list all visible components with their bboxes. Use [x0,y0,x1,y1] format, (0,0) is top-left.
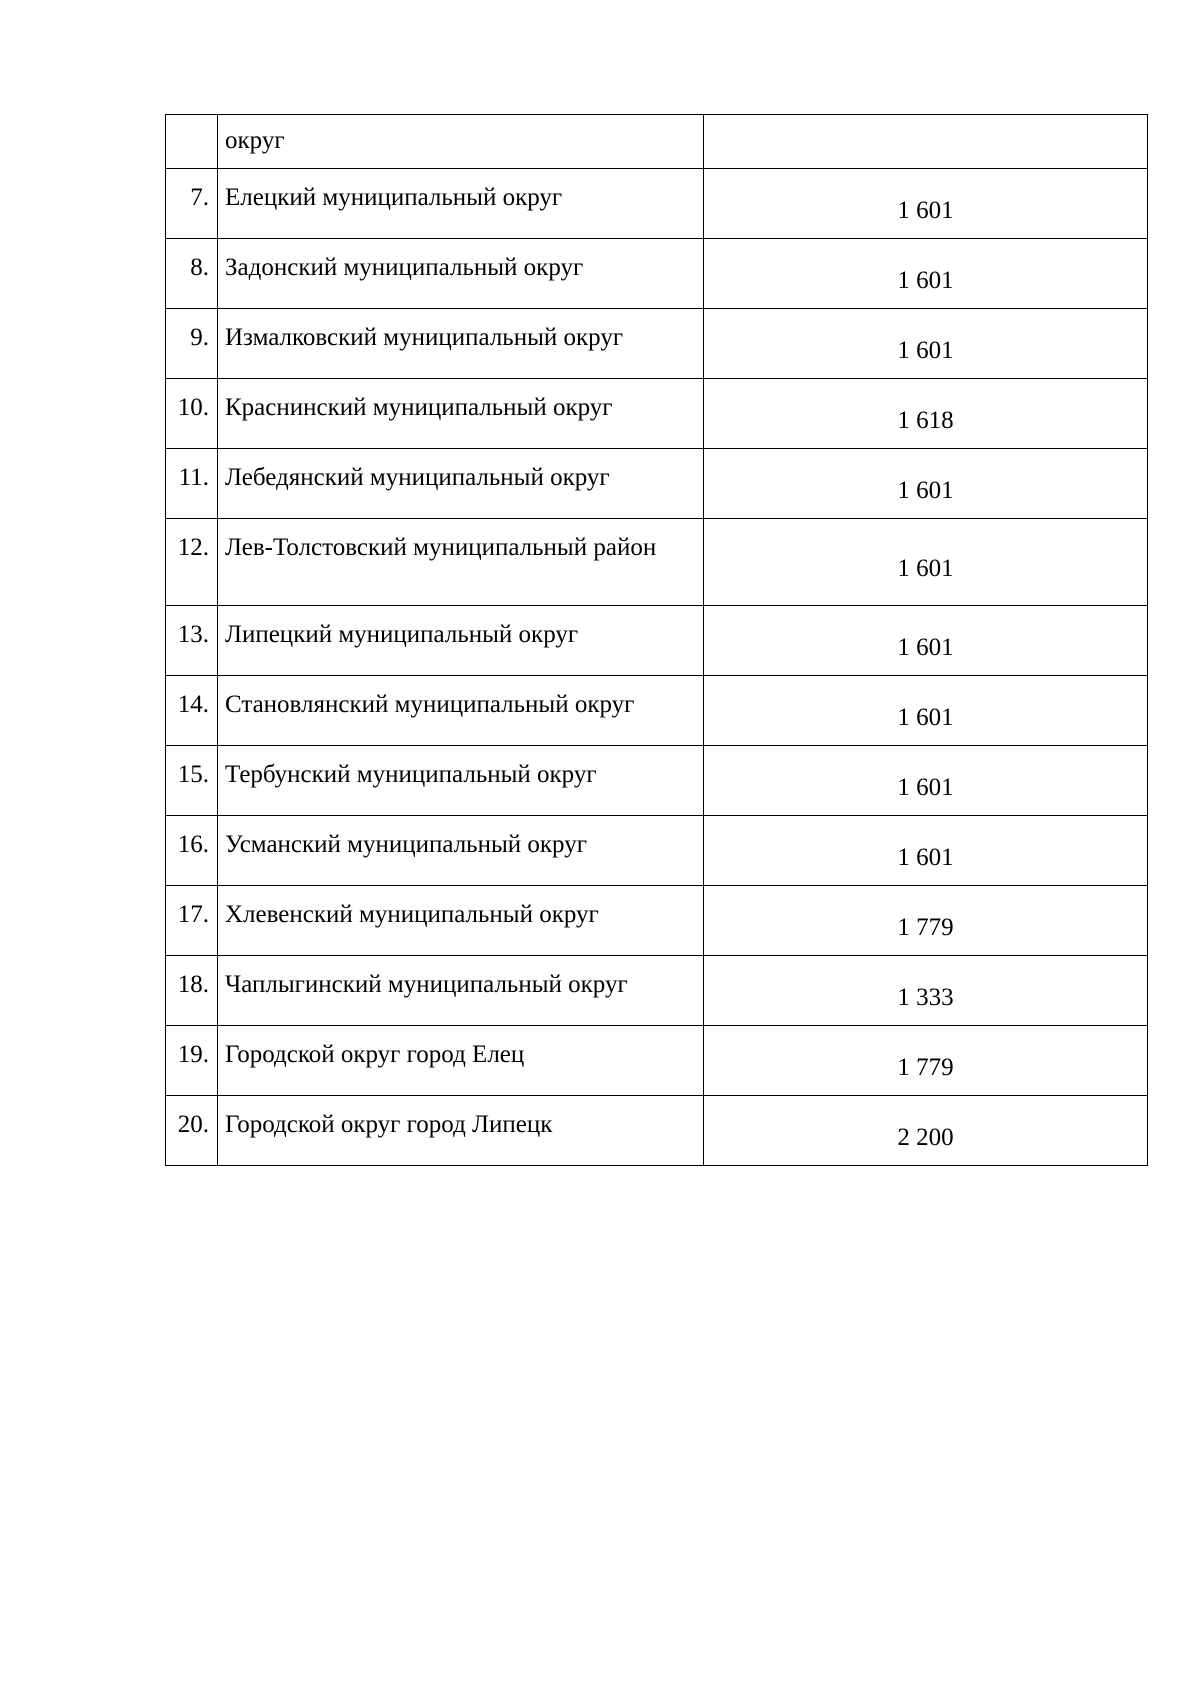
municipality-name: Лебедянский муниципальный округ [218,449,704,519]
table-row [166,449,1148,519]
row-number: 9. [166,309,218,379]
table-row [166,1026,1148,1096]
row-number: 17. [166,886,218,956]
row-number: 14. [166,676,218,746]
row-value: 1 601 [704,746,1148,816]
row-number: 8. [166,239,218,309]
table-row [166,519,1148,606]
table-row [166,1096,1148,1166]
municipal-table [165,114,1148,1166]
row-value: 1 601 [704,816,1148,886]
row-value: 1 601 [704,606,1148,676]
table-row [166,676,1148,746]
table-row [166,746,1148,816]
table-row [166,956,1148,1026]
table-row-continuation [166,115,1148,169]
table-row [166,169,1148,239]
municipality-name: Чаплыгинский муниципальный округ [218,956,704,1026]
municipality-name: Становлянский муниципальный округ [218,676,704,746]
row-value: 1 601 [704,449,1148,519]
municipality-name: Лев-Толстовский муниципальный район [218,519,704,606]
municipality-name: Хлевенский муниципальный округ [218,886,704,956]
municipality-name: Краснинский муниципальный округ [218,379,704,449]
municipality-name: Городской округ город Липецк [218,1096,704,1166]
municipality-name: Усманский муниципальный округ [218,816,704,886]
row-number: 16. [166,816,218,886]
row-number: 18. [166,956,218,1026]
row-number: 13. [166,606,218,676]
municipality-name: Елецкий муниципальный округ [218,169,704,239]
row-number: 12. [166,519,218,606]
table-row [166,379,1148,449]
row-value: 1 333 [704,956,1148,1026]
row-value: 1 601 [704,309,1148,379]
row-number: 7. [166,169,218,239]
row-value: 1 601 [704,169,1148,239]
row-value: 1 601 [704,676,1148,746]
row-number: 19. [166,1026,218,1096]
table-row [166,309,1148,379]
municipality-name: Измалковский муниципальный округ [218,309,704,379]
municipality-name: Тербунский муниципальный округ [218,746,704,816]
row-number: 11. [166,449,218,519]
row-value: 2 200 [704,1096,1148,1166]
municipality-name: округ [218,115,704,169]
row-value: 1 601 [704,239,1148,309]
row-value [704,115,1148,169]
row-number: 20. [166,1096,218,1166]
table-row [166,606,1148,676]
row-value: 1 618 [704,379,1148,449]
table-row [166,886,1148,956]
row-value: 1 601 [704,519,1148,606]
row-number [166,115,218,169]
table-row [166,239,1148,309]
row-value: 1 779 [704,886,1148,956]
municipality-name: Городской округ город Елец [218,1026,704,1096]
municipality-name: Задонский муниципальный округ [218,239,704,309]
table-row [166,816,1148,886]
row-value: 1 779 [704,1026,1148,1096]
row-number: 10. [166,379,218,449]
row-number: 15. [166,746,218,816]
municipality-name: Липецкий муниципальный округ [218,606,704,676]
